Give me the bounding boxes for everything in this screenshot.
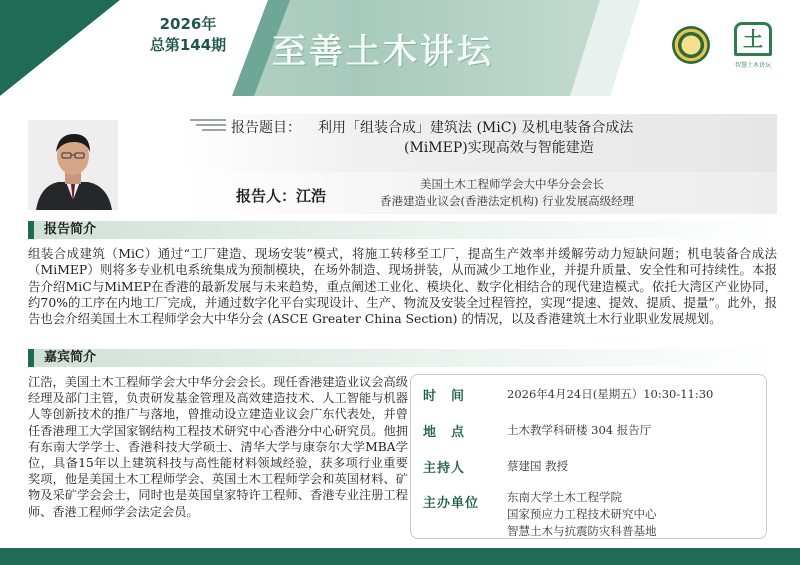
abstract-heading-bar [28,221,777,239]
smart-civil-logo [728,22,778,74]
smart-civil-logo-mark: 土 [734,22,772,56]
footer-bar [0,548,800,565]
host-value: 蔡建国 教授 [507,459,569,473]
topic-label: 报告题目： [231,120,301,136]
speaker-position-2: 香港建造业议会(香港法定机构) 行业发展高级经理 [380,194,635,208]
speaker-portrait-image [28,120,118,210]
organizer-2: 国家预应力工程技术研究中心 [507,507,657,521]
time-value: 2026年4月24日(星期五）10:30-11:30 [507,387,714,401]
bio-heading-accent [28,349,34,367]
event-info-box [410,374,767,539]
issue-number: 总第144期 [149,36,227,54]
organizer-3: 智慧土木与抗震防灾科普基地 [507,524,657,538]
organizer-label: 主办单位 [423,496,480,511]
bio-heading: 嘉宾简介 [44,350,97,365]
issue-info [118,14,258,56]
bio-heading-bar [28,349,777,367]
organizer-1: 东南大学土木工程学院 [507,490,622,504]
place-value: 土木教学科研楼 304 报告厅 [507,423,652,437]
abstract-heading-accent [28,221,34,239]
abstract-text: 组装合成建筑（MiC）通过“工厂建造、现场安装”模式，将施工转移至工厂，提高生产效率并缓解劳动力短缺问题；机电装备合成法（MiMEP）则将多专业机电系统集成为预制模块，在场外制造、现场拼装，从而减少工地作业，并提升质量、安全性和可持续性。本报告介绍MiC与MiMEP在香港的最新发展与未来趋势，重点阐述工业化、模块化、数字化相结合的现代建造模式。依托大湾区产业协同，约70%的工序在内地工厂完成，并通过数字化平台实现设计、生产、物流及安装全过程管控，实现“提速、提效、提质、提量”。此外，报告也会介绍美国土木工程师学会大中华分会 (ASCE Greater China Section) 的情况，以及香港建筑土木行业职业发展规划。 [28,246,777,327]
smart-civil-logo-caption: 智慧土木讲坛 [734,62,771,69]
university-seal-logo [672,26,710,64]
lecture-series-title: 至善土木讲坛 [272,32,494,72]
speaker-position-1: 美国土木工程师学会大中华分会会长 [420,177,604,191]
stripes-icon [190,119,226,135]
speaker-photo [28,120,118,210]
abstract-heading: 报告简介 [44,222,97,237]
place-label: 地 点 [423,425,466,440]
issue-year: 2026年 [159,15,217,33]
host-label: 主持人 [423,461,466,476]
time-label: 时 间 [423,389,466,404]
topic-title-line-1: 利用「组装合成」建筑法 (MiC) 及机电装备合成法 [318,120,634,136]
bio-text: 江浩，美国土木工程师学会大中华分会会长。现任香港建造业议会高级经理及部门主管，负责研发基金管理及高效建造技术、人工智能与机器人等创新技术的推广与落地，曾推动设立建造业议会广东代表处，并曾任香港理工大学国家钢结构工程技术研究中心香港分中心研究员。他拥有东南大学学士、香港科技大学硕士、清华大学与康奈尔大学MBA学位，具备15年以上建筑科技与高性能材料领域经验，获多项行业重要奖项，他是美国土木工程师学会、英国土木工程师学会和英国材料、矿物及采矿学会会士，同时也是英国皇家特许工程师、香港专业注册工程师、香港工程师学会法定会员。 [28,375,408,519]
topic-title-line-2: (MiMEP)实现高效与智能建造 [404,140,594,156]
speaker-name: 报告人：江浩 [236,187,327,205]
header-banner [0,0,800,96]
